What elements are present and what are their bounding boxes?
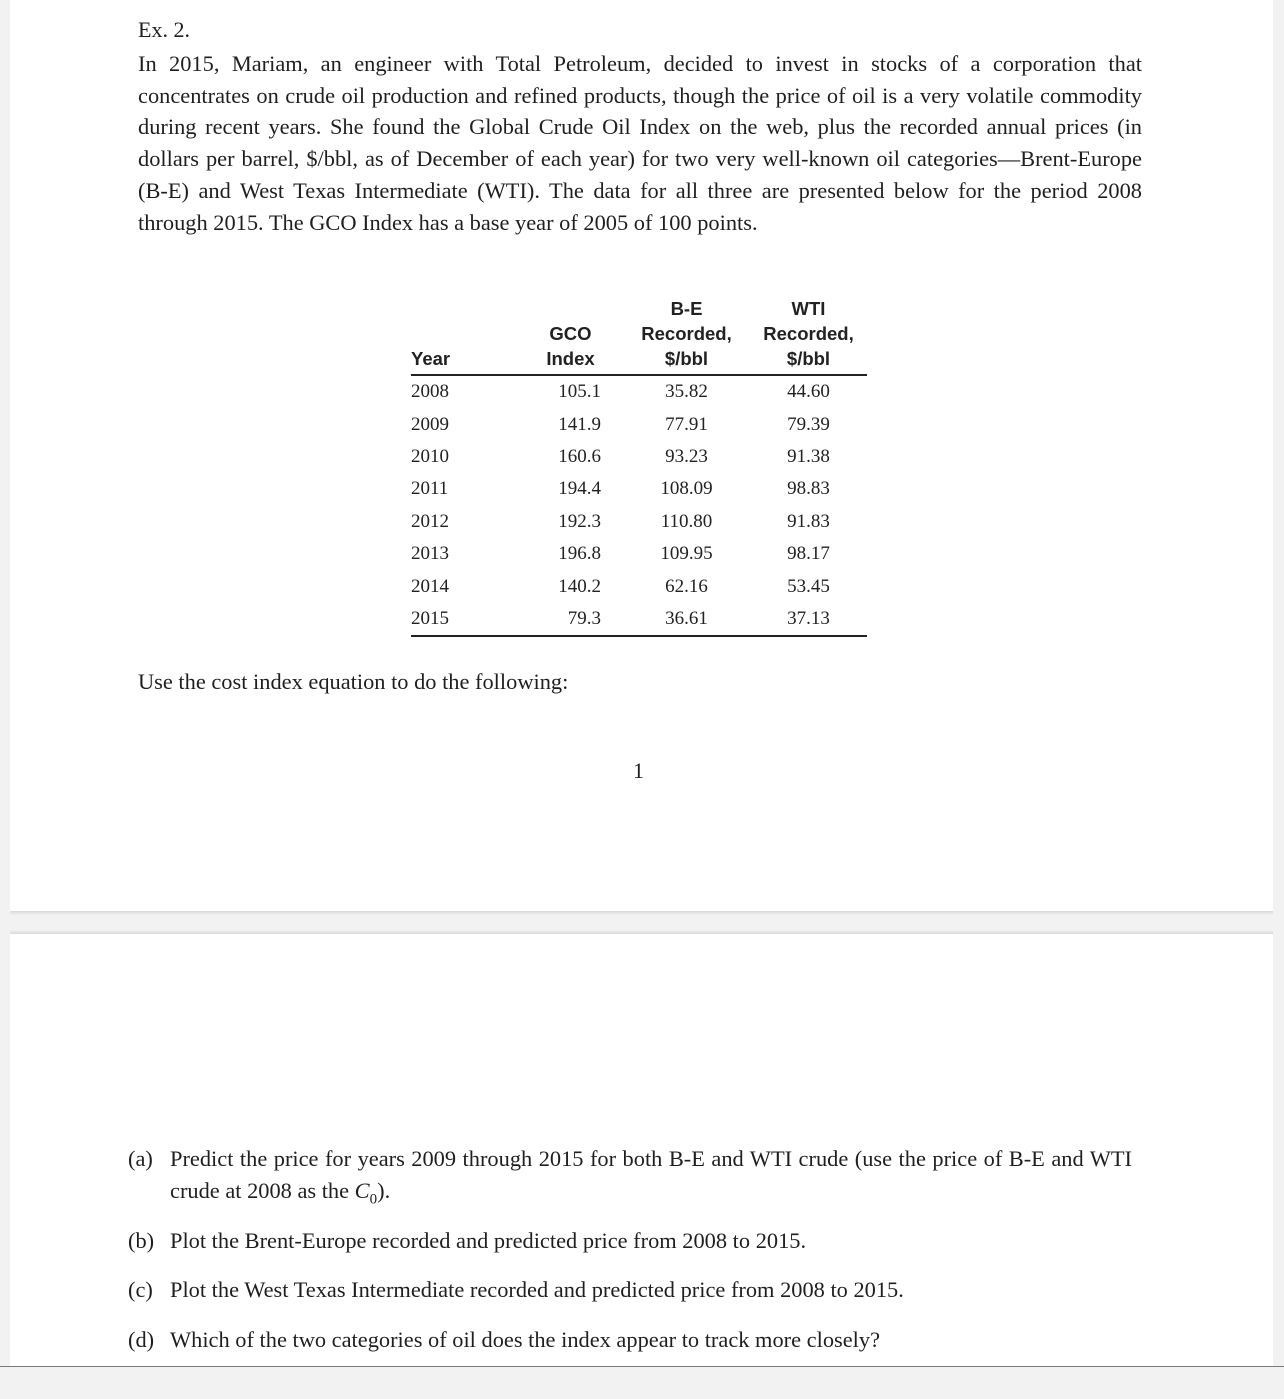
cell-year: 2014 (411, 575, 449, 597)
question-text: Plot the West Texas Intermediate recorded and predicted price from 2008 to 2015. (170, 1277, 904, 1302)
cell-wti: 91.38 (787, 445, 830, 467)
cell-wti: 91.83 (787, 510, 830, 532)
question-label: (a) (128, 1146, 153, 1171)
cell-wti: 53.45 (787, 575, 830, 597)
table-row (411, 603, 867, 636)
question-c (128, 1274, 1132, 1306)
question-text: Predict the price for years 2009 through 2015 for both B-E and WTI crude (use the price of B-E and WTI crude at 2008 as the $C_0$). (170, 1146, 1132, 1208)
cell-gco: 105.1 (558, 381, 601, 403)
page-bottom-edge (0, 1366, 1284, 1367)
cell-be: 110.80 (660, 510, 713, 532)
table-row (411, 441, 867, 473)
cell-be: 35.82 (665, 381, 708, 403)
cell-year: 2015 (411, 603, 518, 636)
cell-gco: 192.3 (558, 510, 601, 532)
question-label: (b) (128, 1228, 155, 1253)
cell-wti: 98.83 (787, 478, 830, 500)
cell-be: 109.95 (660, 543, 713, 565)
cell-gco: 79.3 (518, 603, 623, 636)
page-number: 1 (633, 758, 644, 783)
cell-gco: 160.6 (558, 445, 601, 467)
page-separator (10, 911, 1273, 915)
instructions-intro: Use the cost index equation to do the following: (138, 669, 569, 694)
cell-year: 2011 (411, 478, 449, 500)
header-year: Year (411, 296, 518, 375)
oil-price-table (411, 296, 867, 637)
cell-year: 2013 (411, 543, 449, 565)
problem-paragraph: In 2015, Mariam, an engineer with Total Petroleum, decided to invest in stocks of a corporation that concentrates on crude oil production and refined products, though the price of oil is a very volatile commodity during recent years. She found the Global Crude Oil Index on the web, plus the recorded annual prices (in dollars per barrel, $/bbl, as of December of each year) for two very well-known oil categories—Brent-Europe (B-E) and West Texas Intermediate (WTI). The data for all three are presented below for the period 2008 through 2015. The GCO Index has a base year of 2005 of 100 points. (138, 51, 1142, 235)
header-wti-recorded: WTI Recorded, $/bbl (750, 296, 867, 375)
cell-year: 2010 (411, 445, 449, 467)
document-page-1 (10, 0, 1273, 911)
question-label: (d) (128, 1327, 155, 1352)
exercise-title: Ex. 2. (138, 17, 190, 42)
cell-gco: 196.8 (558, 543, 601, 565)
cell-wti: 79.39 (787, 413, 830, 435)
table-row (411, 408, 867, 440)
question-text: Which of the two categories of oil does the index appear to track more closely? (170, 1327, 881, 1352)
question-d (128, 1324, 1132, 1356)
header-be-recorded: B-E Recorded, $/bbl (623, 296, 750, 375)
cell-be: 36.61 (623, 603, 750, 636)
question-a (128, 1143, 1132, 1216)
header-gco-index: GCO Index (518, 296, 623, 375)
table-row (411, 506, 867, 538)
question-text: Plot the Brent-Europe recorded and predicted price from 2008 to 2015. (170, 1228, 807, 1253)
cell-be: 62.16 (665, 575, 708, 597)
cell-be: 108.09 (660, 478, 713, 500)
cell-gco: 194.4 (558, 478, 601, 500)
table-row (411, 570, 867, 602)
table-row (411, 473, 867, 505)
table-row (411, 375, 867, 408)
cell-be: 93.23 (665, 445, 708, 467)
cell-be: 77.91 (665, 413, 708, 435)
cell-gco: 141.9 (558, 413, 601, 435)
table-row (411, 538, 867, 570)
cell-wti: 37.13 (750, 603, 867, 636)
cell-gco: 140.2 (558, 575, 601, 597)
table-header-row (411, 296, 867, 375)
cell-year: 2012 (411, 510, 449, 532)
cell-wti: 98.17 (787, 543, 830, 565)
cell-year: 2008 (411, 381, 449, 403)
cell-wti: 44.60 (787, 381, 830, 403)
question-b (128, 1225, 1132, 1257)
question-label: (c) (128, 1277, 153, 1302)
cell-year: 2009 (411, 413, 449, 435)
